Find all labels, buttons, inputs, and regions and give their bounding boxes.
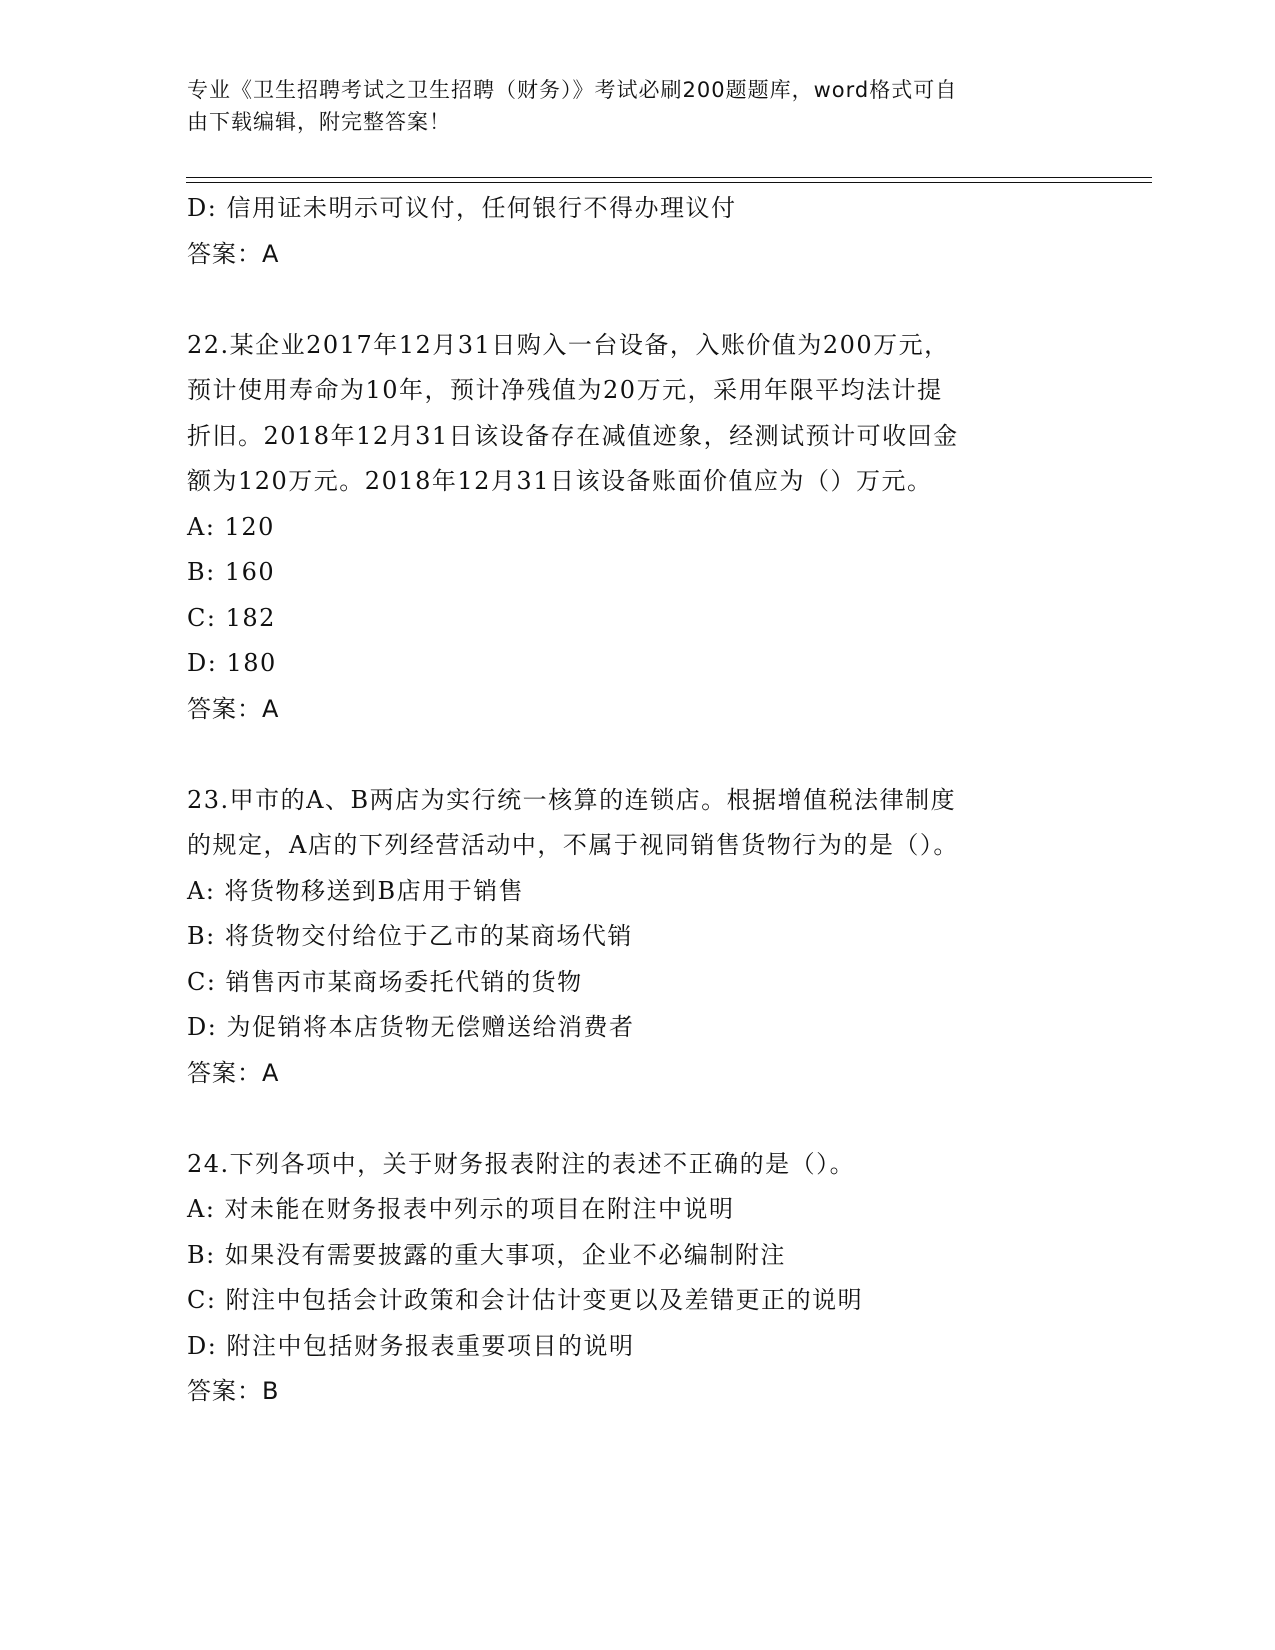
option-a: A: 120 xyxy=(187,512,275,541)
previous-question-tail xyxy=(187,186,1087,277)
option-c: C: 182 xyxy=(187,603,276,632)
option-d: D: 为促销将本店货物无偿赠送给消费者 xyxy=(187,1013,635,1041)
header-title-line-2: 由下载编辑，附完整答案！ xyxy=(187,110,451,134)
question-24 xyxy=(187,1142,1087,1415)
option-a: A: 将货物移送到B店用于销售 xyxy=(187,876,525,905)
stem-line: 24.下列各项中，关于财务报表附注的表述不正确的是（）。 xyxy=(187,1149,856,1178)
document-body xyxy=(187,186,1087,1415)
stem-line: 额为120万元。2018年12月31日该设备账面价值应为（）万元。 xyxy=(187,467,933,495)
option-b: B: 将货物交付给位于乙市的某商场代销 xyxy=(187,922,633,950)
spacer xyxy=(187,1096,1087,1142)
header-title-line-1: 专业《卫生招聘考试之卫生招聘（财务）》考试必刷200题题库，word格式可自 xyxy=(187,78,958,102)
stem-line: 预计使用寿命为10年，预计净残值为20万元，采用年限平均法计提 xyxy=(187,376,943,404)
option-c: C: 附注中包括会计政策和会计估计变更以及差错更正的说明 xyxy=(187,1286,864,1314)
question-stem xyxy=(187,323,1087,505)
document-header xyxy=(187,74,1067,138)
question-stem xyxy=(187,778,1087,869)
answer-line: 答案：A xyxy=(187,239,280,268)
question-23 xyxy=(187,778,1087,1097)
option-d: D: 附注中包括财务报表重要项目的说明 xyxy=(187,1331,635,1360)
spacer xyxy=(187,277,1087,323)
option-b: B: 160 xyxy=(187,558,276,586)
option-b: B: 如果没有需要披露的重大事项，企业不必编制附注 xyxy=(187,1240,786,1269)
stem-line: 的规定，A店的下列经营活动中，不属于视同销售货物行为的是（）。 xyxy=(187,831,959,859)
option-c: C: 销售丙市某商场委托代销的货物 xyxy=(187,967,583,996)
stem-line: 22.某企业2017年12月31日购入一台设备，入账价值为200万元， xyxy=(187,330,950,359)
stem-line: 折旧。2018年12月31日该设备存在减值迹象，经测试预计可收回金 xyxy=(187,421,959,450)
header-rule-bottom xyxy=(186,182,1152,183)
option-d: D: 信用证未明示可议付，任何银行不得办理议付 xyxy=(187,194,737,222)
stem-line: 23.甲市的A、B两店为实行统一核算的连锁店。根据增值税法律制度 xyxy=(187,785,957,814)
question-stem xyxy=(187,1142,1087,1188)
answer-line: 答案：B xyxy=(187,1377,280,1405)
question-22 xyxy=(187,323,1087,733)
header-rule-top xyxy=(186,177,1152,178)
option-d: D: 180 xyxy=(187,649,277,677)
answer-line: 答案：A xyxy=(187,694,280,723)
answer-line: 答案：A xyxy=(187,1058,280,1087)
option-a: A: 对未能在财务报表中列示的项目在附注中说明 xyxy=(187,1195,735,1223)
spacer xyxy=(187,732,1087,778)
